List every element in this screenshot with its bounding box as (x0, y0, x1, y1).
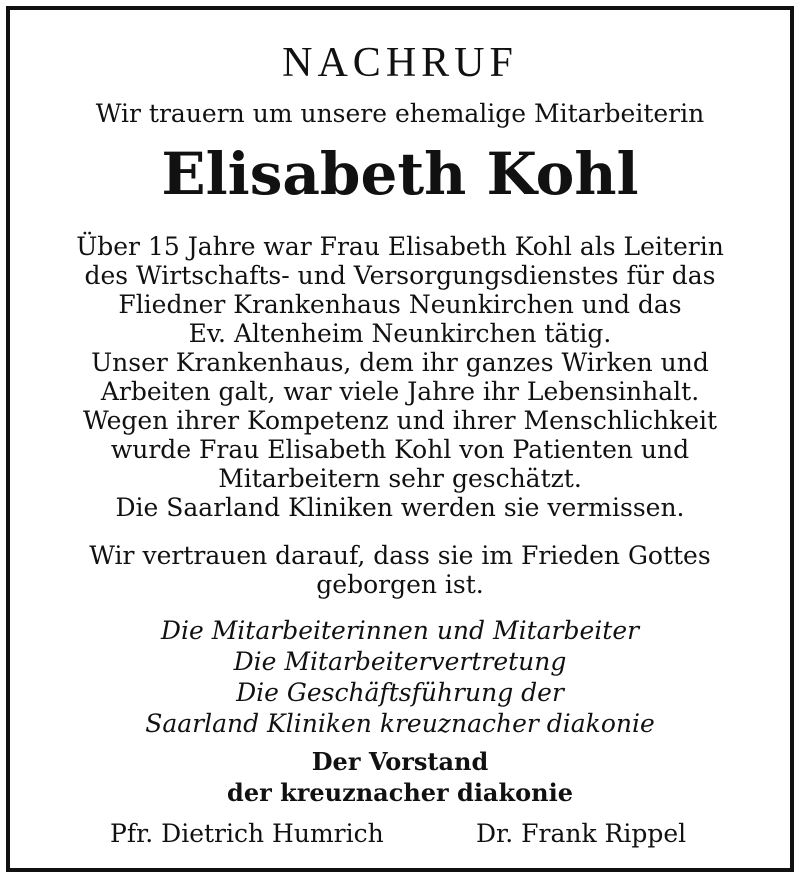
sender-line: Saarland Kliniken kreuznacher diakonie (145, 709, 655, 738)
body-line: Arbeiten galt, war viele Jahre ihr Lebensinhalt. (100, 377, 700, 406)
sender-line: Die Geschäftsführung der (236, 678, 564, 707)
body-line: Ev. Altenheim Neunkirchen tätig. (188, 319, 612, 348)
notice-signatures (10, 816, 790, 852)
signature-left: Pfr. Dietrich Humrich (110, 819, 384, 848)
body-line: Mitarbeitern sehr geschätzt. (218, 464, 582, 493)
board-line: Der Vorstand (311, 747, 489, 776)
signature-right: Dr. Frank Rippel (476, 819, 687, 848)
notice-senders (10, 615, 790, 739)
body-line: Fliedner Krankenhaus Neunkirchen und das (118, 290, 682, 319)
notice-intro: Wir trauern um unsere ehemalige Mitarbeiterin (95, 99, 705, 128)
notice-closing (10, 541, 790, 599)
deceased-name: Elisabeth Kohl (161, 140, 639, 208)
closing-line: geborgen ist. (316, 570, 484, 599)
sender-line: Die Mitarbeitervertretung (233, 647, 567, 676)
body-line: Die Saarland Kliniken werden sie vermissen. (115, 493, 685, 522)
notice-body (10, 232, 790, 522)
body-line: Über 15 Jahre war Frau Elisabeth Kohl als Leiterin (76, 232, 724, 261)
notice-heading: NACHRUF (282, 40, 518, 86)
body-line: Wegen ihrer Kompetenz und ihrer Menschlichkeit (82, 406, 718, 435)
notice-frame (6, 6, 794, 872)
body-line: wurde Frau Elisabeth Kohl von Patienten und (110, 435, 690, 464)
closing-line: Wir vertrauen darauf, dass sie im Frieden Gottes (89, 541, 711, 570)
body-line: Unser Krankenhaus, dem ihr ganzes Wirken und (91, 348, 709, 377)
board-line: der kreuznacher diakonie (227, 778, 573, 807)
notice-board (10, 746, 790, 808)
sender-line: Die Mitarbeiterinnen und Mitarbeiter (160, 616, 640, 645)
body-line: des Wirtschafts- und Versorgungsdienstes für das (84, 261, 716, 290)
